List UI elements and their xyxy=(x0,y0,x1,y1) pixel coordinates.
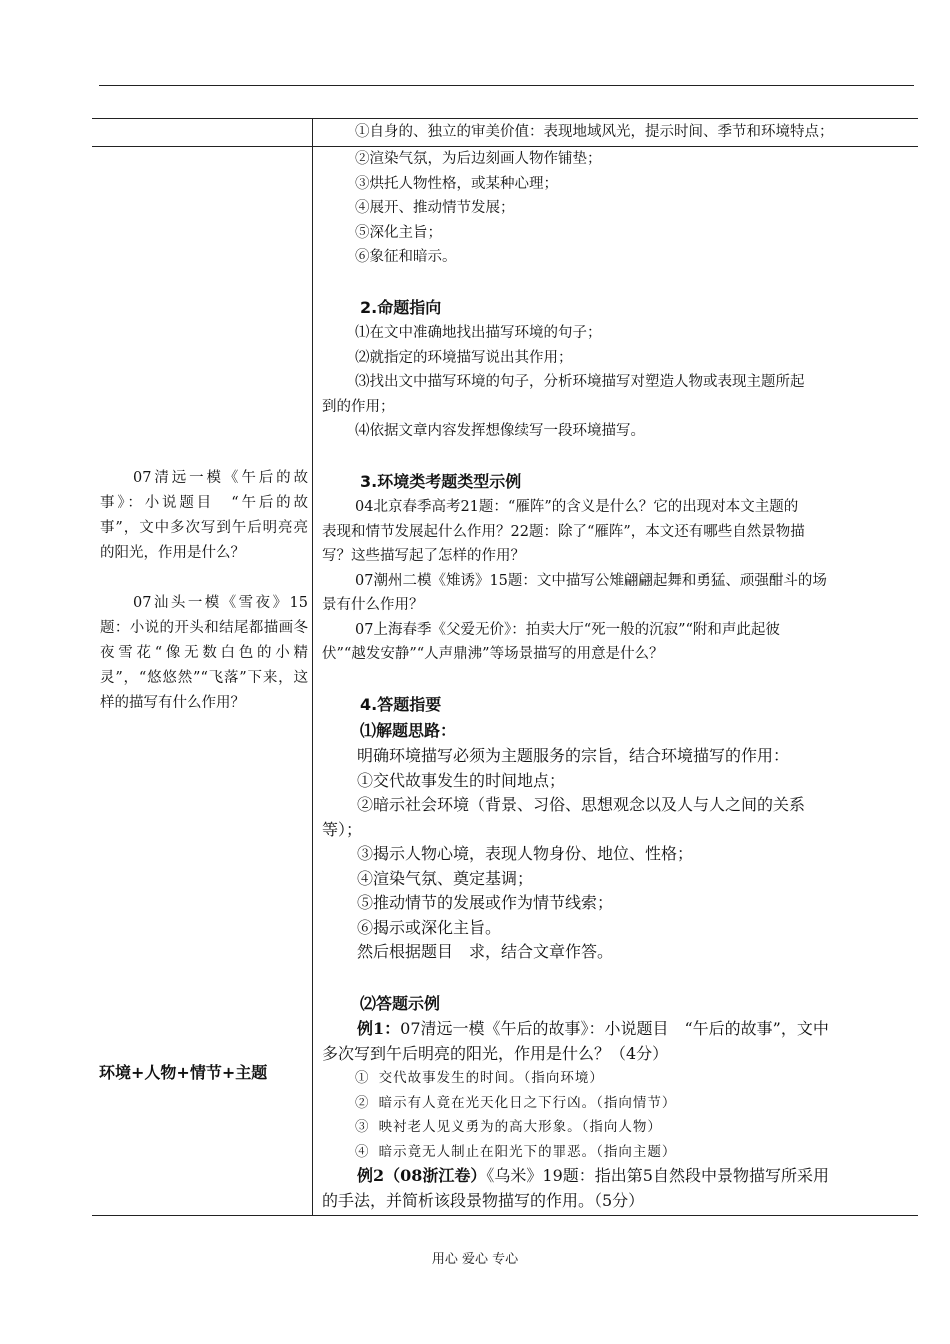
role-item: ⑤深化主旨； xyxy=(355,224,442,241)
list-item: ⑵就指定的环境描写说出其作用； xyxy=(355,349,573,366)
point-item: ②暗示社会环境（背景、习俗、思想观念以及人与人之间的关系 xyxy=(357,795,806,814)
section-heading: 2.命题指向 xyxy=(360,298,442,317)
paragraph-line: 然后根据题目 求，结合文章作答。 xyxy=(357,942,614,961)
header-rule xyxy=(99,85,914,86)
list-item: ⑷依据文章内容发挥想像续写一段环境描写。 xyxy=(355,423,645,439)
example-2-continued: 的手法，并简析该段景物描写的作用。（5分） xyxy=(322,1190,645,1210)
role-item: ②渲染气氛，为后边刻画人物作铺垫； xyxy=(355,151,602,167)
role-item: ③烘托人物性格，或某种心理； xyxy=(355,175,558,192)
answer-item: ② 暗示有人竟在光天化日之下行凶。（指向情节） xyxy=(355,1094,677,1111)
subheading-approach: ⑴解题思路： xyxy=(360,721,457,740)
table-column-divider xyxy=(312,118,313,1216)
paragraph-line: 景有什么作用？ xyxy=(322,597,424,613)
first-row-cell xyxy=(322,120,912,145)
role-item: ①自身的、独立的审美价值：表现地域风光，提示时间、季节和环境特点； xyxy=(355,124,834,140)
point-item: ⑤推动情节的发展或作为情节线索； xyxy=(357,893,614,912)
paragraph-line: 明确环境描写必须为主题服务的宗旨，结合环境描写的作用： xyxy=(357,746,790,765)
roles-list xyxy=(322,147,912,270)
list-item: ⑴在文中准确地找出描写环境的句子； xyxy=(355,325,602,341)
example-1-continued: 多次写到午后明亮的阳光，作用是什么？（4分） xyxy=(322,1043,669,1063)
left-question-1: 07清远一模《午后的故事》：小说题目 “午后的故事”，文中多次写到午后明亮亮的阳光，作用是什么？ xyxy=(100,470,308,561)
answer-examples xyxy=(322,991,912,1213)
answer-item: ① 交代故事发生的时间。（指向环境） xyxy=(355,1070,604,1086)
paragraph-line: 表现和情节发展起什么作用？22题：除了“雁阵”，本文还有哪些自然景物描 xyxy=(322,523,805,540)
paragraph-line: 07潮州二模《雉诱》15题：文中描写公雉翩翩起舞和勇猛、顽强酣斗的场 xyxy=(355,572,827,589)
point-item: ③揭示人物心境，表现人物身份、地位、性格； xyxy=(357,844,694,863)
section-4 xyxy=(322,692,912,965)
left-question-2: 07汕头一模《雪夜》15题：小说的开头和结尾都描画冬夜雪花“像无数白色的小精灵”，“悠悠然”“飞落”下来，这样的描写有什么作用？ xyxy=(100,595,308,711)
example-label: 例2（08浙江卷） xyxy=(357,1166,487,1185)
point-item: ④渲染气氛、奠定基调； xyxy=(357,868,534,888)
list-item: ⑶找出文中描写环境的句子，分析环境描写对塑造人物或表现主题所起 xyxy=(355,374,805,390)
section-3 xyxy=(322,469,912,667)
answer-item: ④ 暗示竟无人制止在阳光下的罪恶。（指向主题） xyxy=(355,1143,677,1160)
subheading-examples: ⑵答题示例 xyxy=(360,994,441,1013)
table-bottom-border xyxy=(92,1215,918,1216)
point-item-continued: 等）； xyxy=(322,819,363,839)
paragraph-line: 07上海春季《父爱无价》：拍卖大厅“死一般的沉寂”“附和声此起彼 xyxy=(355,621,780,638)
paragraph-line: 写？这些描写起了怎样的作用？ xyxy=(322,548,525,564)
paragraph-line: 04北京春季高考21题：“雁阵”的含义是什么？它的出现对本文主题的 xyxy=(355,499,799,515)
section-heading: 4.答题指要 xyxy=(360,695,442,714)
role-item: ⑥象征和暗示。 xyxy=(355,249,457,265)
example-2 xyxy=(322,1164,912,1189)
point-item: ①交代故事发生的时间地点； xyxy=(357,770,566,790)
list-item-continued: 到的作用； xyxy=(322,398,395,415)
example-label: 例1： xyxy=(357,1019,401,1038)
example-text: 《乌米》19题：指出第5自然段中景物描写所采用 xyxy=(486,1166,829,1185)
answer-item: ③ 映衬老人见义勇为的高大形象。（指向人物） xyxy=(355,1119,662,1135)
paragraph-line: 伏”“越发安静”“人声鼎沸”等场景描写的用意是什么？ xyxy=(322,646,664,662)
example-1 xyxy=(322,1017,912,1042)
point-item: ⑥揭示或深化主旨。 xyxy=(357,917,502,937)
section-2 xyxy=(322,295,912,444)
left-summary-tag: 环境+人物+情节+主题 xyxy=(99,1063,268,1082)
page-footer: 用心 爱心 专心 xyxy=(431,1252,519,1267)
example-text: 07清远一模《午后的故事》：小说题目 “午后的故事”，文中 xyxy=(400,1019,829,1038)
table-top-border xyxy=(92,118,918,119)
section-heading: 3.环境类考题类型示例 xyxy=(360,472,522,491)
role-item: ④展开、推动情节发展； xyxy=(355,200,515,216)
